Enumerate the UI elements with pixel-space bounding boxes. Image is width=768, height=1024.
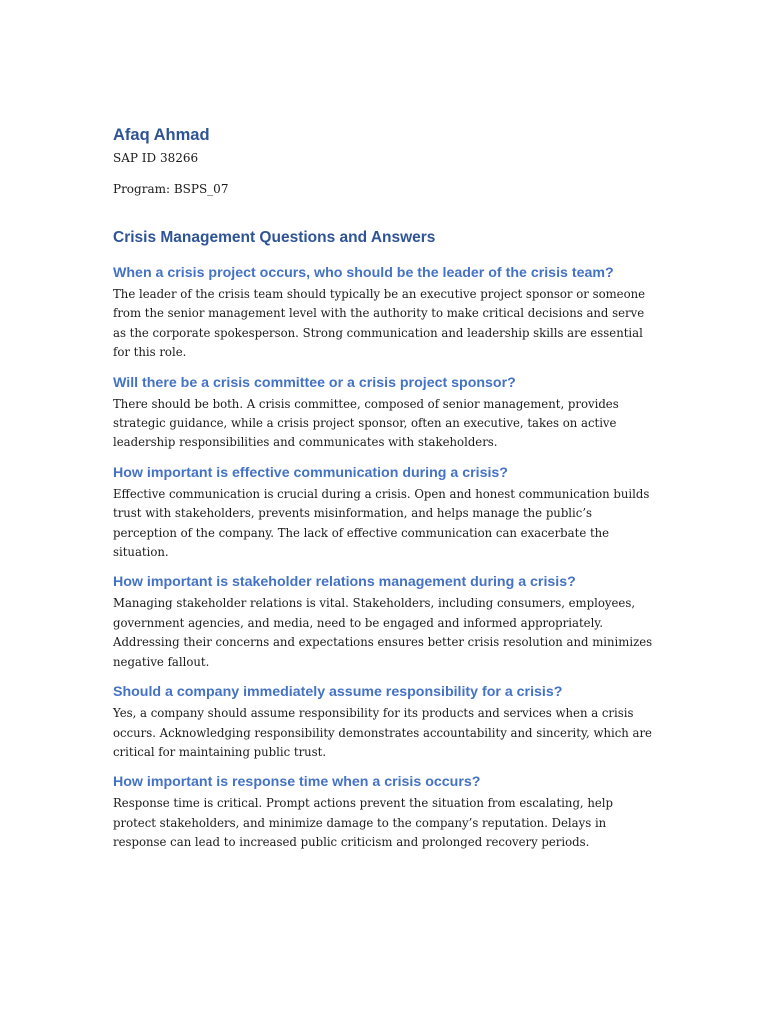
question-heading: How important is stakeholder relations management during a crisis? — [113, 574, 576, 591]
qa-section — [113, 373, 658, 453]
answer-paragraph: Yes, a company should assume responsibility for its products and services when a crisis occurs. Acknowledging responsibility demonstrates accountability and sincerity, which are critical for maintaining public trust. — [113, 706, 652, 759]
question-heading: How important is response time when a crisis occurs? — [113, 774, 481, 791]
answer-paragraph: The leader of the crisis team should typically be an executive project sponsor or someone from the senior management level with the authority to make critical decisions and serve as the corporate spokesperson. Strong communication and leadership skills are essential for this role. — [113, 287, 646, 360]
question-heading: Will there be a crisis committee or a crisis project sponsor? — [113, 374, 516, 391]
question-heading: Should a company immediately assume responsibility for a crisis? — [113, 684, 563, 701]
question-heading: How important is effective communication during a crisis? — [113, 464, 508, 481]
qa-section — [113, 772, 658, 852]
document-title: Crisis Management Questions and Answers — [113, 229, 436, 246]
author-name: Afaq Ahmad — [113, 126, 210, 144]
qa-section — [113, 263, 658, 363]
question-heading: When a crisis project occurs, who should be the leader of the crisis team? — [113, 265, 614, 281]
answer-paragraph: Managing stakeholder relations is vital. Stakeholders, including consumers, employees, government agencies, and media, need to be engaged and informed appropriately. Addressing their concerns and expectations ensures better crisis resolution and minimizes negative fallout. — [113, 596, 653, 669]
qa-section — [113, 572, 658, 672]
program-line: Program: BSPS_07 — [113, 182, 229, 196]
answer-paragraph: There should be both. A crisis committee, composed of senior management, provides strategic guidance, while a crisis project sponsor, often an executive, takes on active leadership responsibilities and communicates with stakeholders. — [113, 396, 619, 450]
qa-section — [113, 682, 658, 762]
qa-section — [113, 463, 658, 563]
sap-id: SAP ID 38266 — [113, 151, 199, 165]
answer-paragraph: Response time is critical. Prompt actions prevent the situation from escalating, help protect stakeholders, and minimize damage to the company’s reputation. Delays in response can lead to increased public criticism and prolonged recovery periods. — [113, 796, 614, 850]
answer-paragraph: Effective communication is crucial during a crisis. Open and honest communication builds trust with stakeholders, prevents misinformation, and helps manage the public’s perception of the company. The lack of effective communication can exacerbate the situation. — [113, 486, 650, 560]
document-body — [113, 124, 658, 853]
